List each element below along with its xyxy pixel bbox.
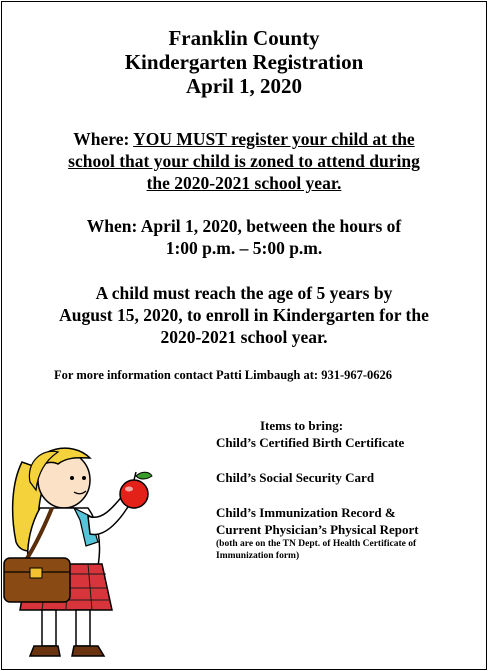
age-line-2: August 15, 2020, to enroll in Kindergarten for the (59, 305, 429, 325)
where-label: Where: (73, 129, 134, 149)
when-line-1: When: April 1, 2020, between the hours of (86, 216, 402, 236)
when-line-2: 1:00 p.m. – 5:00 p.m. (165, 238, 323, 258)
when-section (2, 215, 486, 259)
title-date: April 1, 2020 (185, 74, 303, 98)
age-section (2, 282, 486, 348)
item-social-security: Child’s Social Security Card (216, 470, 375, 485)
item-physical-report: Current Physician’s Physical Report (216, 522, 419, 537)
contact-info: For more information contact Patti Limbaugh at: 931-967-0626 (54, 368, 393, 382)
age-line-1: A child must reach the age of 5 years by (95, 283, 393, 303)
where-line-1: YOU MUST register your child at the (133, 129, 415, 149)
item-immunization: Child’s Immunization Record & (216, 505, 396, 520)
items-note-line-1: (both are on the TN Dept. of Health Certificate of (216, 539, 417, 549)
item-birth-certificate: Child’s Certified Birth Certificate (216, 435, 405, 450)
items-heading: Items to bring: (260, 418, 344, 433)
age-line-3: 2020-2021 school year. (160, 327, 328, 347)
where-line-2: school that your child is zoned to attend during (68, 151, 420, 171)
flyer-page (1, 1, 487, 670)
schoolgirl-with-apple-icon (2, 442, 172, 667)
where-section (2, 128, 486, 194)
items-note-line-2: Immunization form) (216, 551, 300, 561)
title-county: Franklin County (168, 26, 320, 50)
items-list (216, 417, 476, 562)
title-event: Kindergarten Registration (124, 50, 364, 74)
flyer-title (2, 26, 486, 98)
where-line-3: the 2020-2021 school year. (146, 173, 342, 193)
